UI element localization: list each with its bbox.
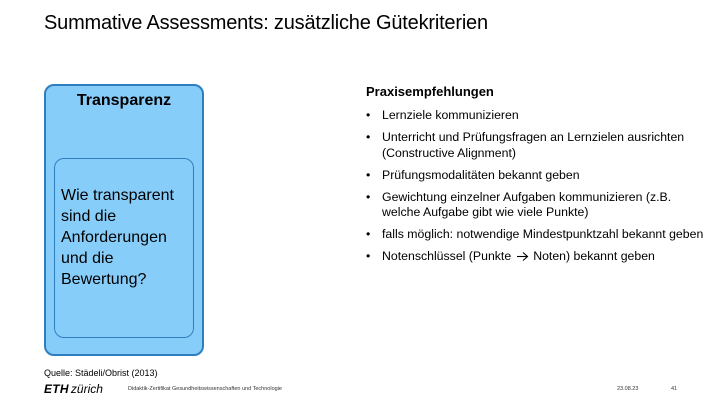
eth-logo [44,382,103,396]
list-item [366,108,706,124]
list-item-text: Prüfungsmodalitäten bekannt geben [382,167,580,182]
right-arrow-icon [516,251,529,267]
bullet: • [366,227,371,241]
transparency-box-title: Transparenz [76,92,172,109]
list-item [366,130,706,161]
bullet: • [366,189,371,204]
slide-title: Summative Assessments: zusätzliche Gütekriterien [44,12,488,34]
transparency-box [44,84,204,356]
list-item [366,190,706,221]
bullet: • [366,108,371,122]
list-item [366,168,706,184]
footer-date: 23.08.23 [617,386,639,392]
recommendations-heading: Praxisempfehlungen [366,84,494,99]
list-item [366,227,706,243]
bullet: • [366,130,371,144]
question-text: Wie transparent sind die Anforderungen und die Bewertung? [61,187,174,288]
list-item-text-before: Notenschlüssel (Punkte [382,249,512,263]
logo-eth: ETH [44,382,69,396]
page-number: 41 [671,386,678,392]
list-item [366,249,706,267]
list-item-text-after: Noten) bekannt geben [533,249,655,263]
footer [0,382,720,396]
list-item-text: falls möglich: notwendige Mindestpunktzahl bekannt geben [382,227,704,241]
list-item-text: Lernziele kommunizieren [382,108,519,122]
list-item-text: Gewichtung einzelner Aufgaben kommunizieren (z.B. welche Aufgabe gibt wie viele Punkte) [382,189,672,219]
question-box [54,158,194,338]
recommendations-list [366,108,706,273]
list-item-text: Unterricht und Prüfungsfragen an Lernzielen ausrichten (Constructive Alignment) [382,130,685,160]
source-citation: Quelle: Städeli/Obrist (2013) [44,368,158,378]
bullet: • [366,249,371,263]
bullet: • [366,167,371,182]
logo-zurich: zürich [70,382,103,396]
footer-text: Didaktik-Zertifikat Gesundheitswissenschaften und Technologie [128,386,282,392]
